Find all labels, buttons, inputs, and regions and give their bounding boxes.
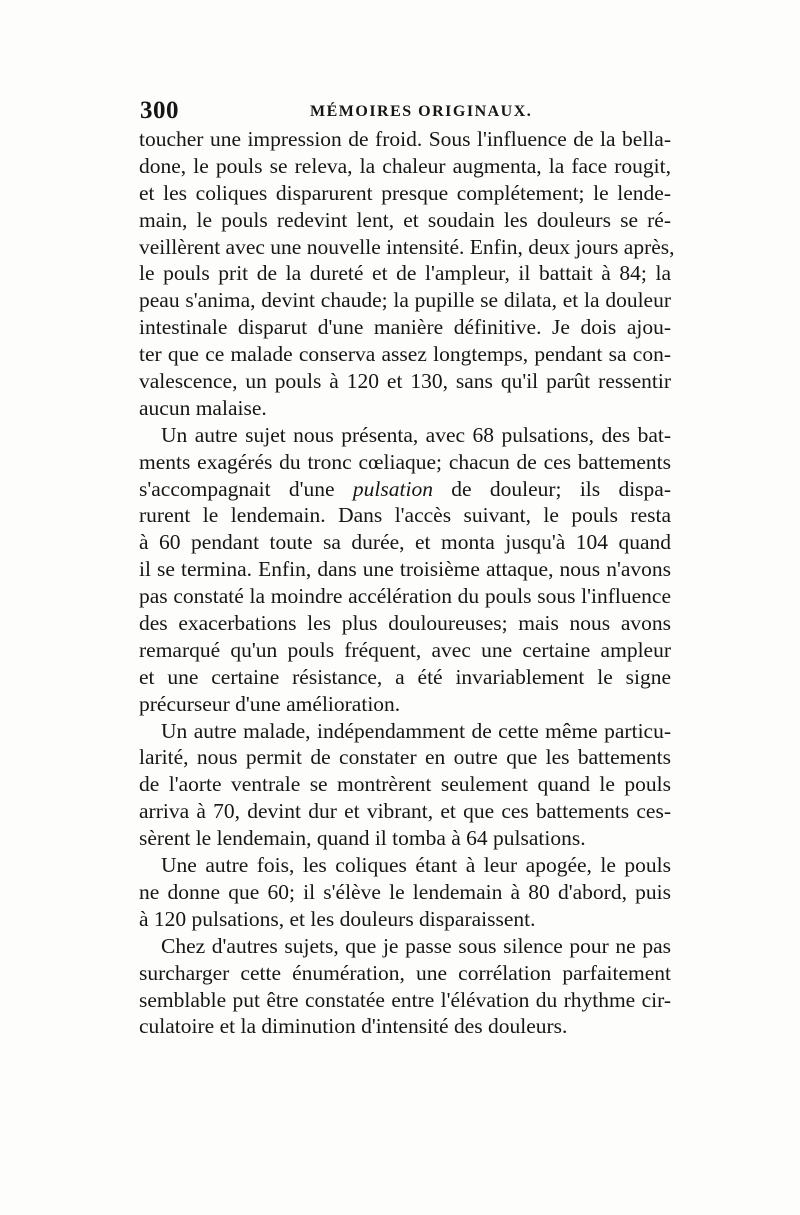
text-line: done, le pouls se releva, la chaleur augmenta, la face rougit,: [139, 153, 671, 178]
text-line: sèrent le lendemain, quand il tomba à 64 pulsations.: [139, 826, 586, 851]
text-line: larité, nous permit de constater en outre que les battements: [139, 745, 671, 770]
paragraph-1: [139, 126, 675, 422]
text-line: pas constaté la moindre accélération du pouls sous l'influence: [139, 584, 671, 609]
text-line: remarqué qu'un pouls fréquent, avec une certaine ampleur: [139, 637, 671, 662]
text-line: ne donne que 60; il s'élève le lendemain à 80 d'abord, puis: [139, 879, 671, 904]
text-line: des exacerbations les plus douloureuses; mais nous avons: [139, 611, 671, 636]
page-number: 300: [140, 97, 179, 124]
text-line: précurseur d'une amélioration.: [139, 691, 401, 716]
text-segment: s'accompagnait d'une: [139, 476, 335, 501]
text-line: Une autre fois, les coliques étant à leur apogée, le pouls: [161, 853, 671, 878]
text-line: arriva à 70, devint dur et vibrant, et que ces battements ces-: [139, 799, 671, 824]
paragraph-3: [139, 718, 671, 852]
running-title: MÉMOIRES ORIGINAUX.: [310, 103, 533, 120]
text-line: à 60 pendant toute sa durée, et monta jusqu'à 104 quand: [139, 530, 671, 555]
text-line: valescence, un pouls à 120 et 130, sans qu'il parût ressentir: [139, 369, 671, 394]
paragraph-5: [139, 933, 671, 1041]
text-line: il se termina. Enfin, dans une troisième attaque, nous n'avons: [139, 557, 671, 582]
text-line: Chez d'autres sujets, que je passe sous silence pour ne pas: [161, 933, 671, 958]
text-line: toucher une impression de froid. Sous l'influence de la bella-: [139, 127, 671, 151]
text-segment: de douleur; ils dispa-: [451, 476, 672, 501]
text-line: semblable put être constatée entre l'élévation du rhythme cir-: [139, 987, 671, 1012]
text-line-with-emphasis: [139, 476, 671, 503]
emphasized-word: pulsation: [352, 476, 433, 501]
text-line: et les coliques disparurent presque complétement; le lende-: [139, 180, 671, 205]
text-line: à 120 pulsations, et les douleurs disparaissent.: [139, 906, 536, 931]
text-line: aucun malaise.: [139, 395, 267, 420]
text-line: veillèrent avec une nouvelle intensité. Enfin, deux jours après,: [139, 234, 675, 259]
text-line: main, le pouls redevint lent, et soudain les douleurs se ré-: [139, 207, 671, 232]
text-line: ter que ce malade conserva assez longtemps, pendant sa con-: [139, 342, 671, 367]
paragraph-2: [139, 422, 671, 718]
text-line: peau s'anima, devint chaude; la pupille se dilata, et la douleur: [139, 288, 671, 313]
text-line: ments exagérés du tronc cœliaque; chacun de ces battements: [139, 449, 671, 474]
text-line: rurent le lendemain. Dans l'accès suivant, le pouls resta: [139, 503, 671, 528]
text-line: surcharger cette énumération, une corrélation parfaitement: [139, 960, 671, 985]
text-line: et une certaine résistance, a été invariablement le signe: [139, 664, 671, 689]
text-line: de l'aorte ventrale se montrèrent seulement quand le pouls: [139, 772, 671, 797]
running-head: [140, 97, 670, 127]
text-line: Un autre malade, indépendamment de cette même particu-: [161, 718, 671, 743]
text-line: le pouls prit de la dureté et de l'ampleur, il battait à 84; la: [139, 261, 671, 286]
paragraph-4: [139, 852, 671, 933]
text-line: Un autre sujet nous présenta, avec 68 pulsations, des bat-: [161, 422, 671, 447]
text-line: culatoire et la diminution d'intensité des douleurs.: [139, 1014, 568, 1039]
text-line: intestinale disparut d'une manière définitive. Je dois ajou-: [139, 315, 671, 340]
body-text: [139, 126, 675, 1040]
